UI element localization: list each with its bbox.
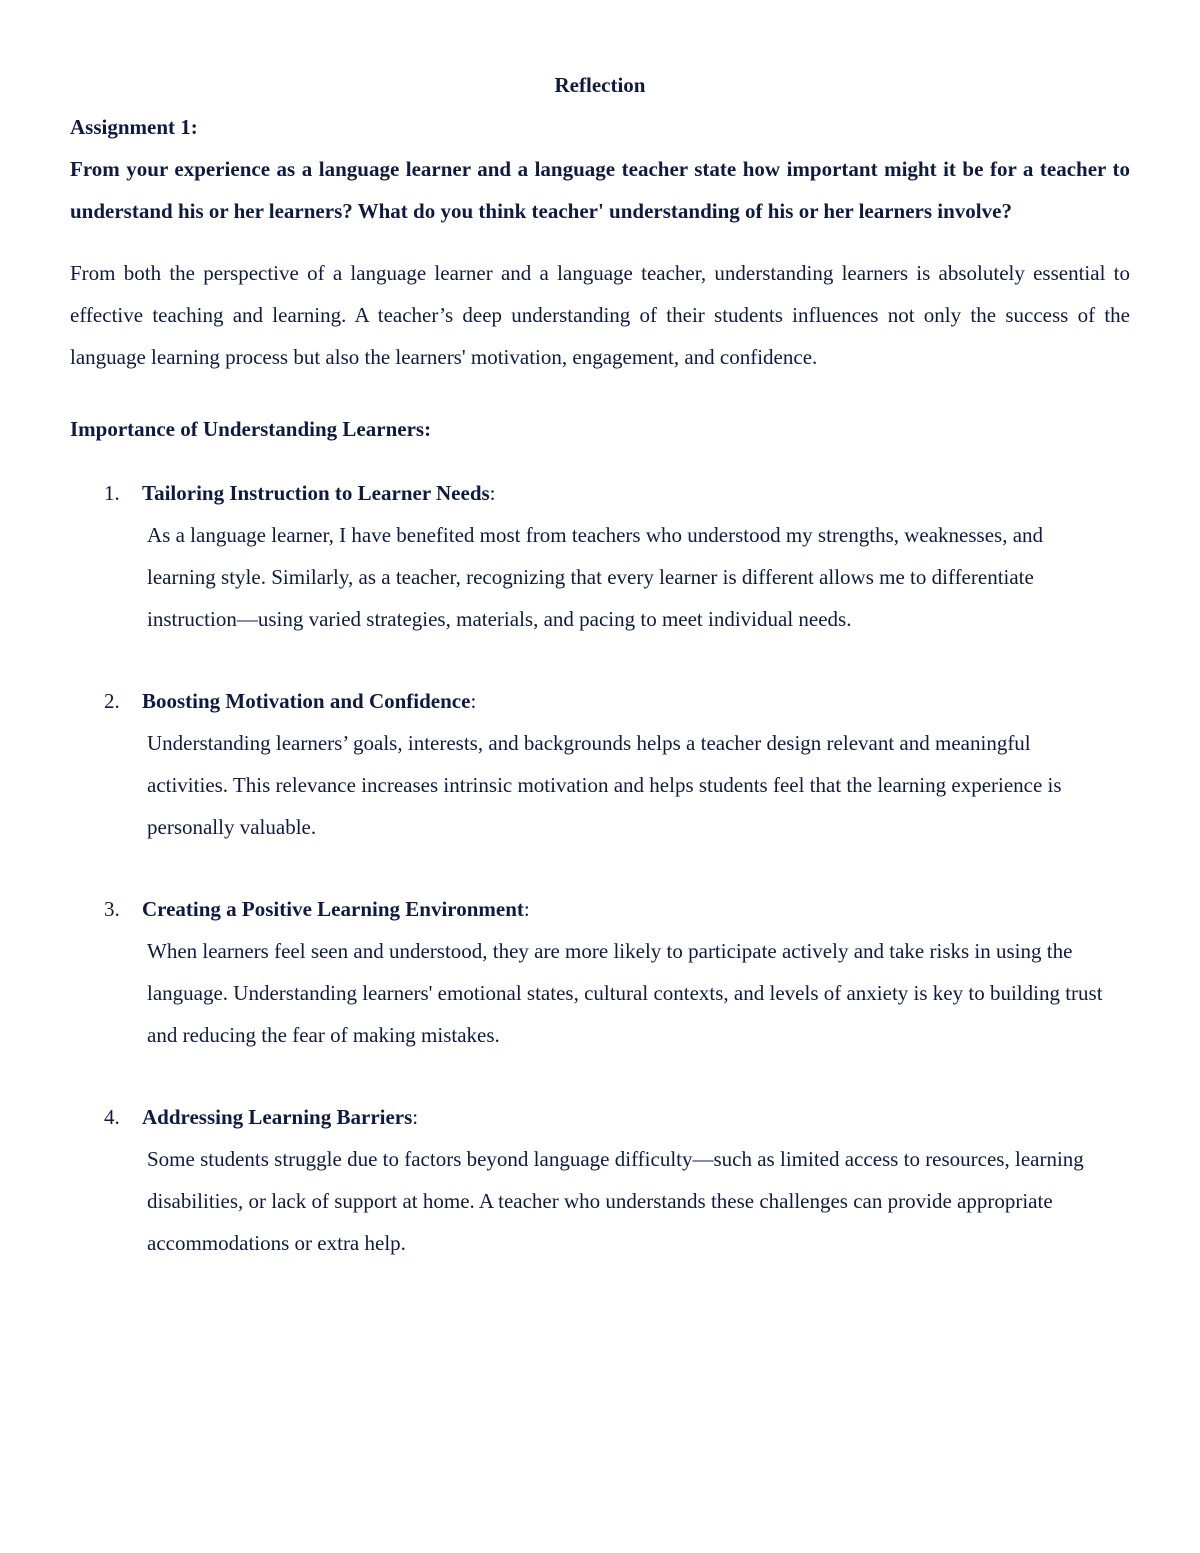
list-item-heading (142, 472, 1130, 514)
list-item-colon: : (523, 897, 530, 921)
list-item-colon: : (470, 689, 477, 713)
list-item-title: Addressing Learning Barriers (142, 1105, 413, 1129)
list-item-title: Creating a Positive Learning Environment (142, 897, 524, 921)
list-item (70, 1096, 1130, 1264)
list-item-number: 4. (104, 1105, 120, 1129)
list-item (70, 888, 1130, 1056)
list-item-heading (142, 1096, 1130, 1138)
list-item-colon: : (489, 481, 496, 505)
section-heading: Importance of Understanding Learners: (70, 417, 432, 441)
list-item-body: Some students struggle due to factors beyond language difficulty—such as limited access to resources, learning disabilities, or lack of support at home. A teacher who understands these challenges can provide appropriate accommodations or extra help. (147, 1147, 1084, 1255)
assignment-question: From your experience as a language learner and a language teacher state how important might it be for a teacher to understand his or her learners? What do you think teacher' understanding of his or her learners involve? (70, 157, 1130, 223)
list-item-body: Understanding learners’ goals, interests, and backgrounds helps a teacher design relevant and meaningful activities. This relevance increases intrinsic motivation and helps students feel that the learning experience is personally valuable. (147, 731, 1062, 839)
assignment-label: Assignment 1: (70, 115, 198, 139)
document-title: Reflection (554, 73, 646, 97)
importance-list (70, 472, 1130, 1264)
list-item-heading (142, 888, 1130, 930)
list-item-title: Tailoring Instruction to Learner Needs (142, 481, 490, 505)
intro-paragraph: From both the perspective of a language learner and a language teacher, understanding learners is absolutely essential to effective teaching and learning. A teacher’s deep understanding of their students influences not only the success of the language learning process but also the learners' motivation, engagement, and confidence. (70, 261, 1130, 369)
list-item-title: Boosting Motivation and Confidence (142, 689, 471, 713)
list-item-heading (142, 680, 1130, 722)
list-item (70, 472, 1130, 640)
list-item-number: 2. (104, 689, 120, 713)
list-item-colon: : (412, 1105, 419, 1129)
list-item (70, 680, 1130, 848)
list-item-number: 1. (104, 481, 120, 505)
list-item-number: 3. (104, 897, 120, 921)
list-item-body: As a language learner, I have benefited most from teachers who understood my strengths, weaknesses, and learning style. Similarly, as a teacher, recognizing that every learner is different allows me to differentiate instruction—using varied strategies, materials, and pacing to meet individual needs. (147, 523, 1044, 631)
list-item-body: When learners feel seen and understood, they are more likely to participate actively and take risks in using the language. Understanding learners' emotional states, cultural contexts, and levels of anxiety is key to building trust and reducing the fear of making mistakes. (147, 939, 1103, 1047)
document-page (70, 64, 1130, 1304)
